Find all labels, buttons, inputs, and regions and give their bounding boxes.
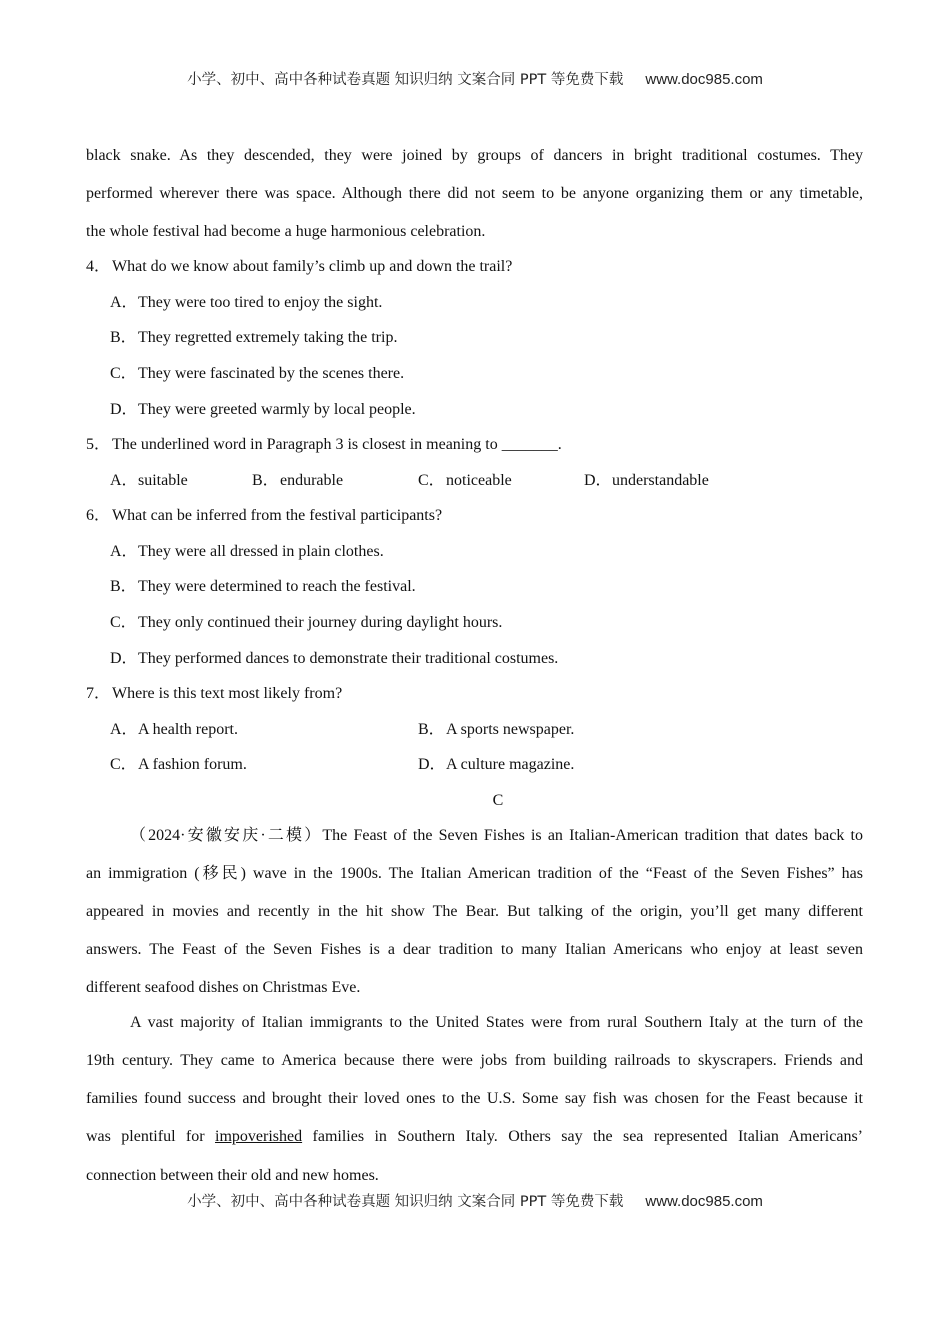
option-text: noticeable	[446, 472, 512, 489]
question-number: 7．	[86, 685, 111, 702]
question-number: 6．	[86, 507, 111, 524]
option-label: A．	[110, 721, 138, 738]
passage-line: the whole festival had become a huge harmonious celebration.	[86, 223, 486, 240]
option-7c[interactable]	[110, 755, 247, 775]
option-text: They regretted extremely taking the trip.	[138, 329, 398, 346]
text-segment: families in Southern Italy. Others say the sea represented Italian Americans’	[302, 1128, 863, 1145]
option-text: A health report.	[138, 721, 238, 738]
option-4b[interactable]	[110, 328, 887, 348]
option-text: They were too tired to enjoy the sight.	[138, 294, 383, 311]
option-label: B．	[110, 578, 137, 595]
option-label: C．	[110, 365, 137, 382]
passage-line: different seafood dishes on Christmas Eve.	[86, 979, 361, 996]
option-label: B．	[418, 721, 445, 738]
option-label: C．	[418, 472, 445, 489]
option-text: They were greeted warmly by local people.	[138, 401, 416, 418]
header-site-link[interactable]: www.doc985.com	[645, 71, 763, 88]
option-label: A．	[110, 472, 138, 489]
passage-line: appeared in movies and recently in the hit show The Bear. But talking of the origin, you’ll get many different	[86, 903, 863, 920]
option-5c[interactable]	[418, 471, 512, 491]
question-6	[86, 506, 863, 526]
question-text: The underlined word in Paragraph 3 is closest in meaning to _______.	[112, 436, 562, 453]
question-number: 5．	[86, 436, 111, 453]
question-5	[86, 435, 863, 455]
section-c-heading: C	[492, 792, 504, 809]
page-header	[0, 68, 950, 89]
option-6d[interactable]	[110, 649, 887, 669]
passage-line: black snake. As they descended, they were joined by groups of dancers in bright traditional costumes. They	[86, 147, 863, 164]
passage-line: connection between their old and new homes.	[86, 1167, 379, 1184]
option-text: They performed dances to demonstrate their traditional costumes.	[138, 650, 559, 667]
question-text: What do we know about family’s climb up and down the trail?	[112, 258, 513, 275]
option-6c[interactable]	[110, 613, 887, 633]
option-text: They were all dressed in plain clothes.	[138, 543, 384, 560]
option-4d[interactable]	[110, 400, 887, 420]
option-text: They were determined to reach the festival.	[138, 578, 416, 595]
option-label: A．	[110, 294, 138, 311]
footer-text: 小学、初中、高中各种试卷真题 知识归纳 文案合同 PPT 等免费下载	[187, 1194, 624, 1210]
option-label: C．	[110, 756, 137, 773]
option-6a[interactable]	[110, 542, 887, 562]
option-text: suitable	[138, 472, 188, 489]
option-label: B．	[252, 472, 279, 489]
option-text: A culture magazine.	[446, 756, 575, 773]
option-label: D．	[110, 401, 138, 418]
passage-line: performed wherever there was space. Although there did not seem to be anyone organizing them or any timetable,	[86, 185, 863, 202]
text-segment: was plentiful for	[86, 1128, 215, 1145]
option-4a[interactable]	[110, 293, 887, 313]
option-7b[interactable]	[418, 720, 574, 740]
option-label: A．	[110, 543, 138, 560]
option-text: A sports newspaper.	[446, 721, 575, 738]
passage-line: （2024·安徽安庆·二模）The Feast of the Seven Fishes is an Italian-American tradition that dates back to	[130, 827, 863, 844]
header-text: 小学、初中、高中各种试卷真题 知识归纳 文案合同 PPT 等免费下载	[187, 72, 624, 88]
question-4	[86, 257, 863, 277]
option-text: understandable	[612, 472, 709, 489]
option-5a[interactable]	[110, 471, 188, 491]
option-label: C．	[110, 614, 137, 631]
page-footer	[0, 1190, 950, 1211]
option-text: endurable	[280, 472, 344, 489]
option-6b[interactable]	[110, 577, 887, 597]
option-5b[interactable]	[252, 471, 343, 491]
option-7d[interactable]	[418, 755, 574, 775]
passage-line: A vast majority of Italian immigrants to the United States were from rural Southern Italy at the turn of the	[130, 1014, 863, 1031]
option-text: They only continued their journey during daylight hours.	[138, 614, 503, 631]
option-label: D．	[110, 650, 138, 667]
passage-line-with-underline	[86, 1127, 863, 1147]
option-4c[interactable]	[110, 364, 887, 384]
passage-line: families found success and brought their loved ones to the U.S. Some say fish was chosen for the Feast because it	[86, 1090, 863, 1107]
footer-site-link[interactable]: www.doc985.com	[645, 1193, 763, 1210]
option-label: B．	[110, 329, 137, 346]
option-text: A fashion forum.	[138, 756, 247, 773]
question-number: 4．	[86, 258, 111, 275]
underlined-word: impoverished	[215, 1128, 303, 1145]
passage-line: 19th century. They came to America because there were jobs from building railroads to skyscrapers. Friends and	[86, 1052, 863, 1069]
passage-line: answers. The Feast of the Seven Fishes is a dear tradition to many Italian Americans who enjoy at least seven	[86, 941, 863, 958]
question-text: Where is this text most likely from?	[112, 685, 343, 702]
question-text: What can be inferred from the festival participants?	[112, 507, 443, 524]
option-text: They were fascinated by the scenes there.	[138, 365, 405, 382]
option-5d[interactable]	[584, 471, 709, 491]
option-label: D．	[418, 756, 446, 773]
option-7a[interactable]	[110, 720, 238, 740]
question-7	[86, 684, 863, 704]
passage-line: an immigration (移民) wave in the 1900s. The Italian American tradition of the “Feast of the Seven Fishes” has	[86, 865, 863, 882]
option-label: D．	[584, 472, 612, 489]
